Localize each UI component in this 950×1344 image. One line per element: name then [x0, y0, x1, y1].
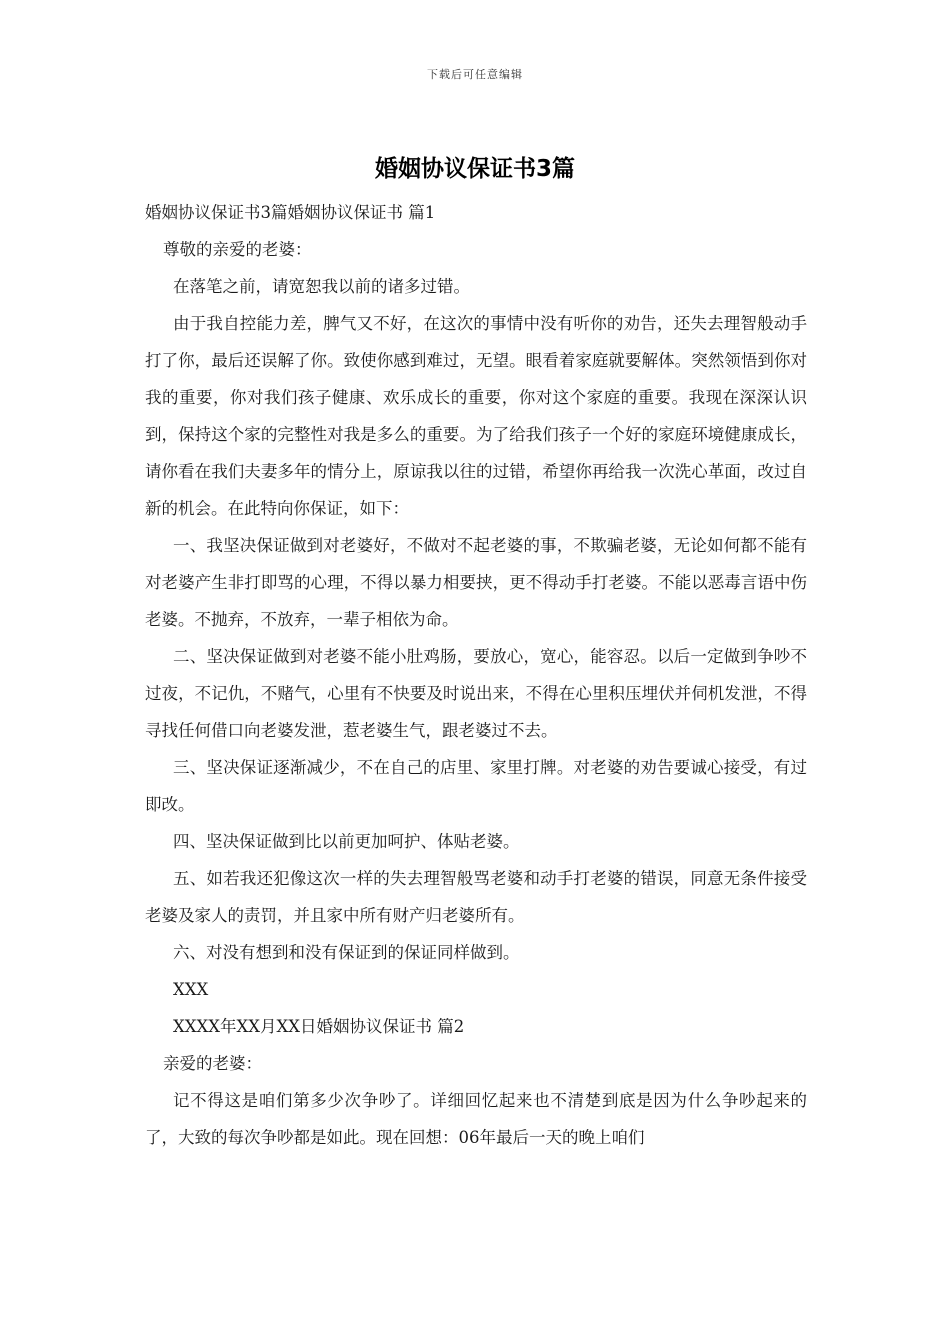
salutation-2: 亲爱的老婆： — [163, 1054, 262, 1073]
salutation-1: 尊敬的亲爱的老婆： — [163, 240, 312, 259]
signature: XXX — [173, 980, 209, 999]
paragraph: 记不得这是咱们第多少次争吵了。详细回忆起来也不清楚到底是因为什么争吵起来的了，大致的每次争吵都是如此。现在回想：06年最后一天的晚上咱们 — [145, 1091, 807, 1147]
pledge-item-2: 二、坚决保证做到对老婆不能小肚鸡肠，要放心，宽心，能容忍。以后一定做到争吵不过夜，不记仇，不赌气，心里有不快要及时说出来，不得在心里积压埋伏并伺机发泄，不得寻找任何借口向老婆发泄，惹老婆生气，跟老婆过不去。 — [145, 647, 807, 740]
date-and-section-heading-2: XXXX年XX月XX日婚姻协议保证书 篇2 — [173, 1017, 465, 1036]
pledge-item-5: 五、如若我还犯像这次一样的失去理智般骂老婆和动手打老婆的错误，同意无条件接受老婆及家人的责罚，并且家中所有财产归老婆所有。 — [145, 869, 807, 925]
pledge-item-4: 四、坚决保证做到比以前更加呵护、体贴老婆。 — [173, 832, 520, 851]
pledge-item-6: 六、对没有想到和没有保证到的保证同样做到。 — [173, 943, 520, 962]
paragraph: 由于我自控能力差，脾气又不好，在这次的事情中没有听你的劝告，还失去理智般动手打了你，最后还误解了你。致使你感到难过，无望。眼看着家庭就要解体。突然领悟到你对我的重要，你对我们孩子健康、欢乐成长的重要，你对这个家庭的重要。我现在深深认识到，保持这个家的完整性对我是多么的重要。为了给我们孩子一个好的家庭环境健康成长，请你看在我们夫妻多年的情分上，原谅我以往的过错，希望你再给我一次洗心革面，改过自新的机会。在此特向你保证，如下： — [145, 314, 807, 518]
paragraph: 在落笔之前，请宽恕我以前的诸多过错。 — [173, 277, 470, 296]
pledge-item-3: 三、坚决保证逐渐减少，不在自己的店里、家里打牌。对老婆的劝告要诚心接受，有过即改。 — [145, 758, 807, 814]
pledge-item-1: 一、我坚决保证做到对老婆好，不做对不起老婆的事，不欺骗老婆，无论如何都不能有对老婆产生非打即骂的心理，不得以暴力相要挟，更不得动手打老婆。不能以恶毒言语中伤老婆。不抛弃，不放弃，一辈子相依为命。 — [145, 536, 807, 629]
header-note: 下载后可任意编辑 — [427, 68, 523, 81]
document-body — [145, 194, 807, 1156]
document-title: 婚姻协议保证书3篇 — [374, 156, 575, 182]
section-heading-1: 婚姻协议保证书3篇婚姻协议保证书 篇1 — [145, 203, 436, 222]
